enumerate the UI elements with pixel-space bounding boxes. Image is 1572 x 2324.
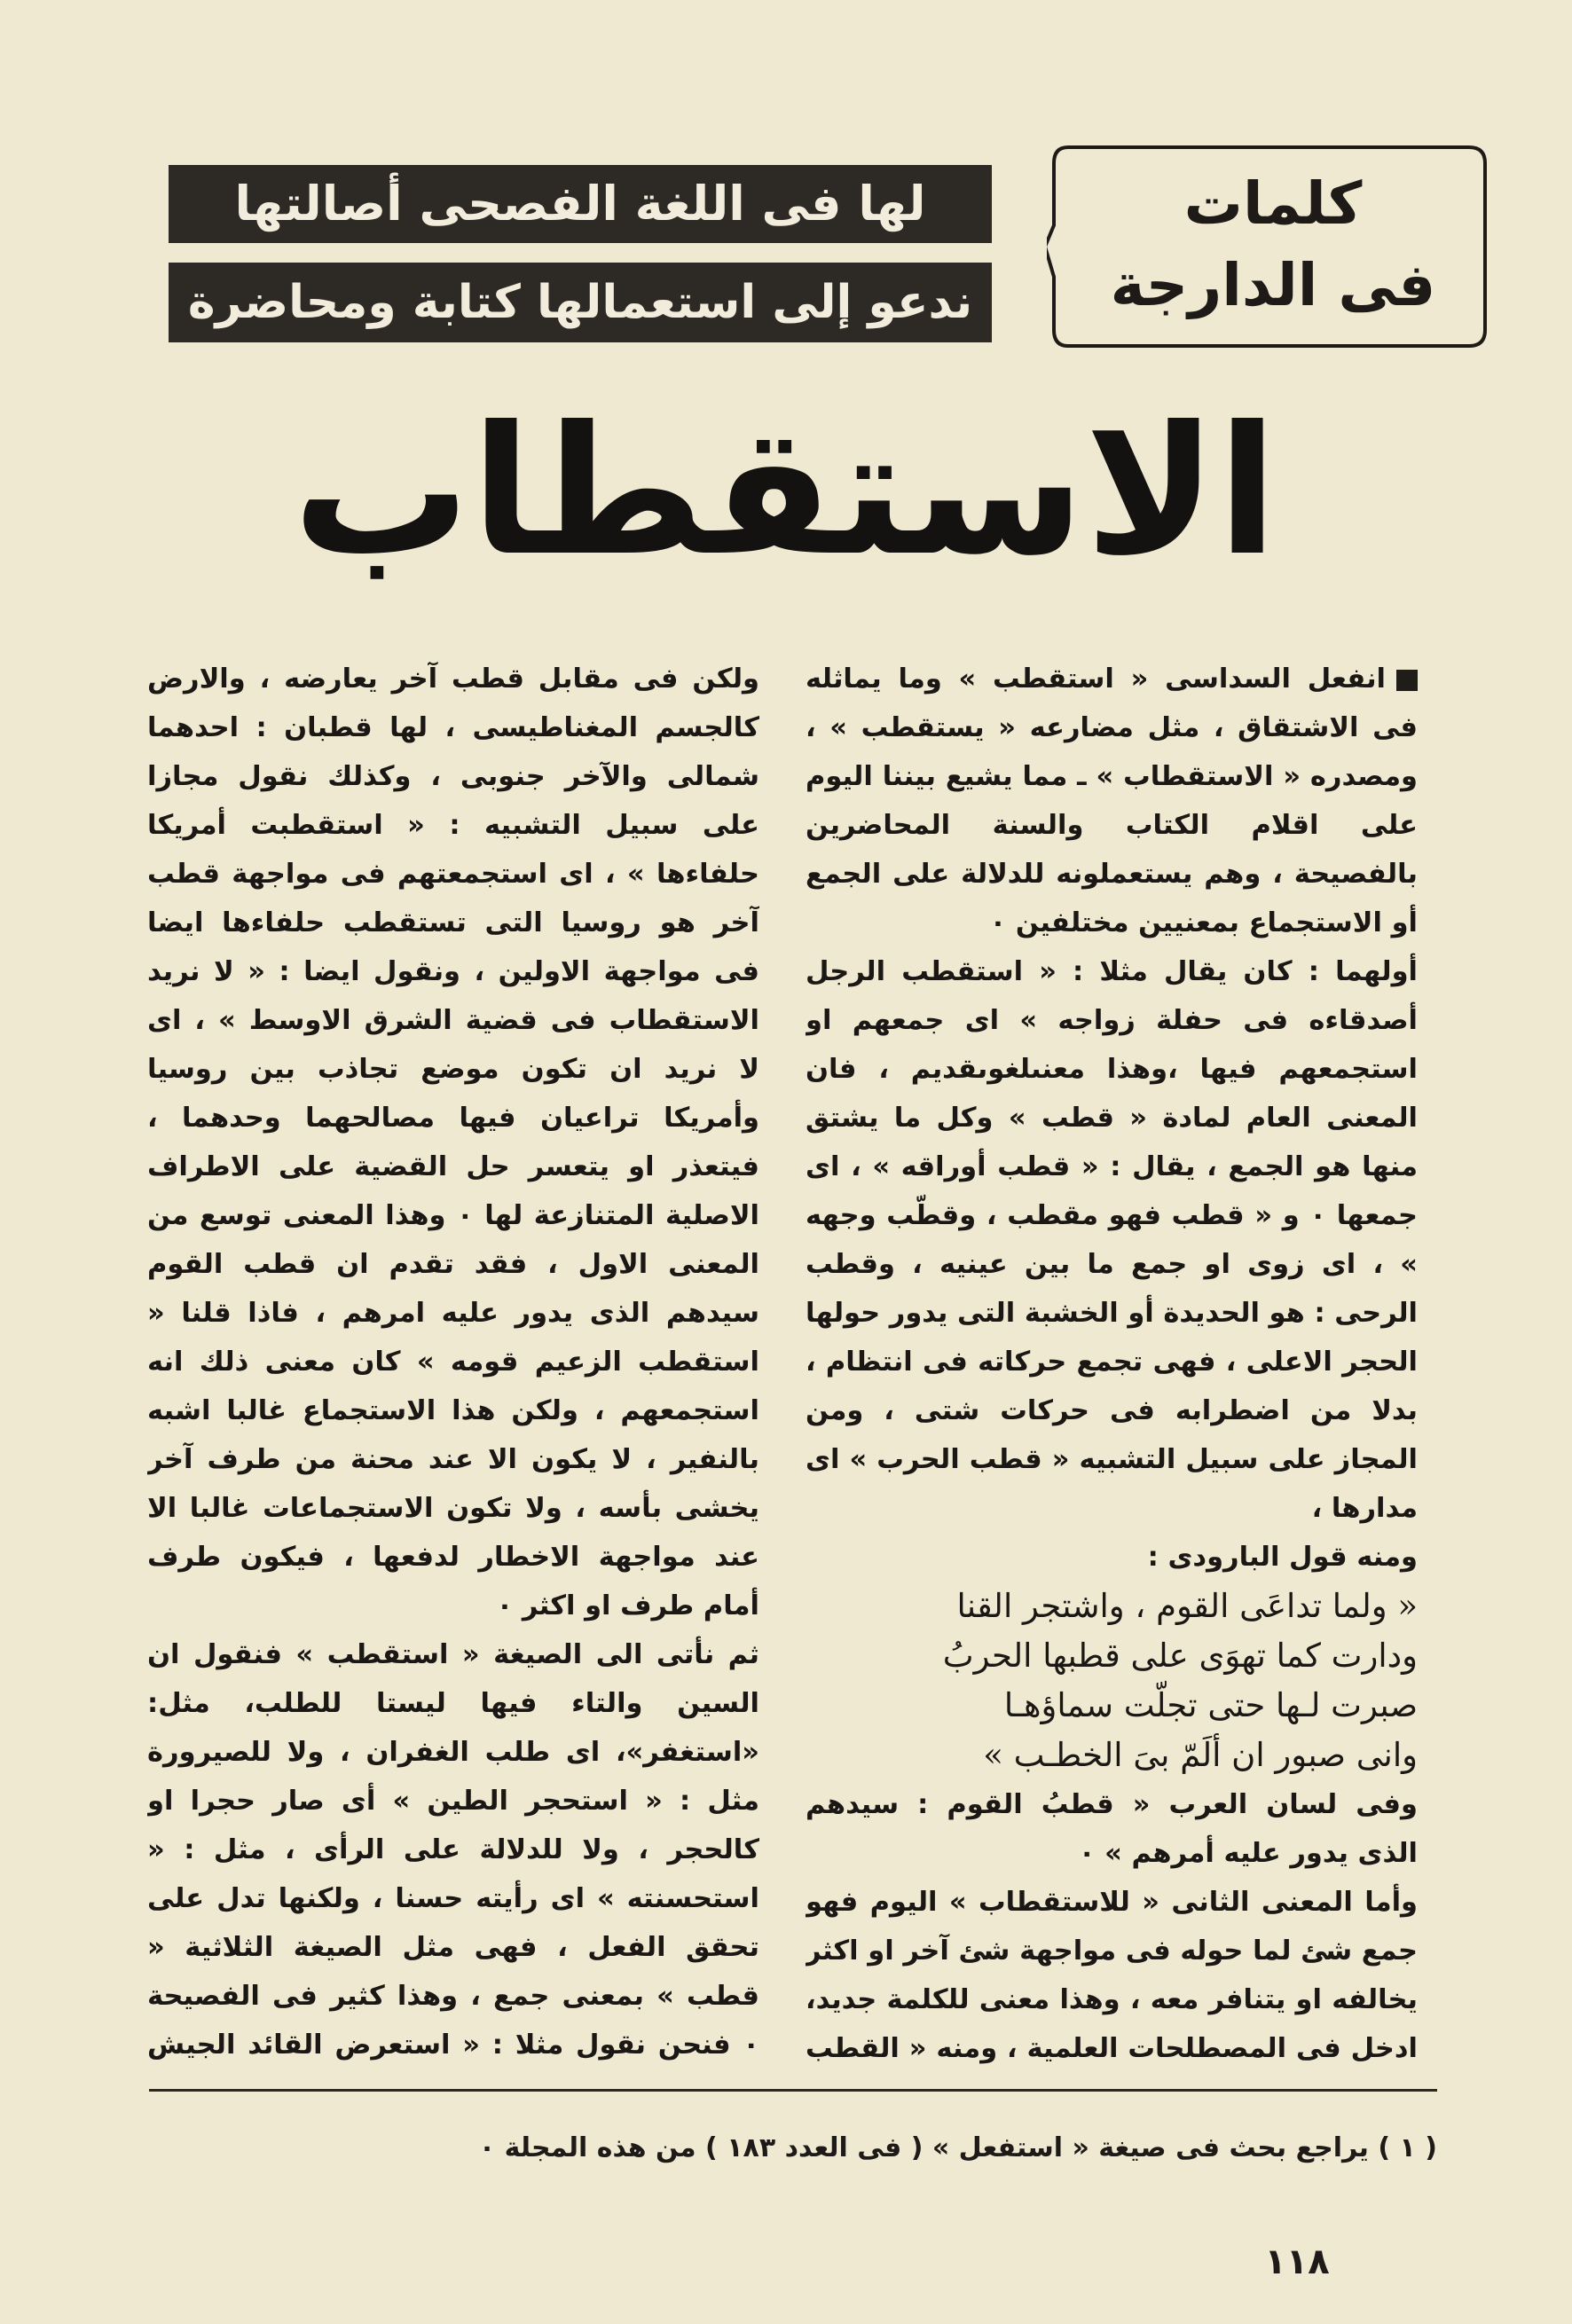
article-column-left <box>147 655 759 2072</box>
paragraph: وفى لسان العرب « قطبُ القوم : سيدهم الذى يدور عليه أمرهم » ٠ <box>806 1789 1418 1869</box>
poem-line: صبرت لـها حتى تجلّت سماؤهـا <box>1003 1686 1418 1724</box>
poem-line: ودارت كما تهوَى على قطبها الحربُ <box>942 1637 1418 1675</box>
paragraph <box>806 655 1418 947</box>
paragraph: أولهما : كان يقال مثلا : « استقطب الرجل أصدقاءه فى حفلة زواجه » اى جمعهم او استجمعهم فيها ،وهذا معنىلغوىقديم ، فان المعنى العام لمادة « قطب » وكل ما يشتق منها هو الجمع ، يقال : « قطب أوراقه » ، اى جمعها ٠ و « قطب فهو مقطب ، وقطّب وجهه » ، اى زوى او جمع ما بين عينيه ، وقطب الرحى : هو الحديدة أو الخشبة التى يدور حولها الحجر الاعلى ، فهى تجمع حركاته فى انتظام ، بدلا من اضطرابه فى حركات شتى ، ومن المجاز على سبيل التشبيه « قطب الحرب » اى مدارها ، <box>806 956 1418 1524</box>
page-number: ١١٨ <box>1264 2242 1330 2282</box>
bullet-square-icon <box>1396 670 1418 691</box>
paragraph <box>147 1630 759 2072</box>
stamp-line-1: كلمات <box>1183 169 1363 238</box>
paragraph: ومنه قول البارودى : <box>1147 1542 1418 1573</box>
footnote: ( ١ ) يراجع بحث فى صيغة « استفعل » ( فى العدد ١٨٣ ) من هذه المجلة ٠ <box>478 2132 1437 2163</box>
poem-line: وانى صبور ان ألَمّ بىَ الخطـب » <box>983 1736 1418 1774</box>
paragraph-text: ثم نأتى الى الصيغة « استقطب » فنقول ان السين والتاء فيها ليستا للطلب، مثل: «استغفر»، اى طلب الغفران ، ولا للصيرورة مثل : « استحجر الطين » أى صار حجرا او كالحجر ، ولا للدلالة على الرأى ، مثل : « استحسنته » اى رأيته حسنا ، ولكنها تدل على تحقق الفعل ، فهى مثل الصيغة الثلاثية « قطب » بمعنى جمع ، وهذا كثير فى الفصيحة ٠ فنحن نقول مثلا : « استعرض القائد الجيش <box>147 1639 759 2061</box>
paragraph: وأما المعنى الثانى « للاستقطاب » اليوم فهو جمع شئ لما حوله فى مواجهة شئ آخر او اكثر يخالفه او يتنافر معه ، وهذا معنى للكلمة جديد، ادخل فى المصطلحات العلمية ، ومنه « القطب <box>806 1887 1418 2064</box>
stamp-line-2: فى الدارجة <box>1110 251 1436 319</box>
footnote-divider <box>149 2089 1437 2092</box>
poem-line: « ولما تداعَى القوم ، واشتجر القنا <box>956 1587 1418 1625</box>
paragraph-text: انفعل السداسى « استقطب » وما يماثله فى الاشتقاق ، مثل مضارعه « يستقطب » ، ومصدره « الاستقطاب » ـ مما يشيع بيننا اليوم على اقلام الكتاب والسنة المحاضرين بالفصيحة ، وهم يستعملونه للدلالة على الجمع أو الاستجماع بمعنيين مختلفين ٠ <box>806 663 1418 938</box>
section-stamp <box>1047 144 1490 349</box>
paragraph: ولكن فى مقابل قطب آخر يعارضه ، والارض كالجسم المغناطيسى ، لها قطبان : احدهما شمالى والآخر جنوبى ، وكذلك نقول مجازا على سبيل التشبيه : « استقطبت أمريكا حلفاءها » ، اى استجمعتهم فى مواجهة قطب آخر هو روسيا التى تستقطب حلفاءها ايضا فى مواجهة الاولين ، ونقول ايضا : « لا نريد الاستقطاب فى قضية الشرق الاوسط » ، اى لا نريد ان تكون موضع تجاذب بين روسيا وأمريكا تراعيان فيها مصالحهما وحدهما ، فيتعذر او يتعسر حل القضية على الاطراف الاصلية المتنازعة لها ٠ وهذا المعنى توسع من المعنى الاول ، فقد تقدم ان قطب القوم سيدهم الذى يدور عليه امرهم ، فاذا قلنا « استقطب الزعيم قومه » كان معنى ذلك انه استجمعهم ، ولكن هذا الاستجماع غالبا اشبه بالنفير ، لا يكون الا عند محنة من طرف آخر يخشى بأسه ، ولا تكون الاستجماعات غالبا الا عند مواجهة الاخطار لدفعها ، فيكون طرف أمام طرف او اكثر ٠ <box>147 663 759 1621</box>
stamp-text <box>1082 163 1464 332</box>
header-banner-top: لها فى اللغة الفصحى أصالتها <box>169 165 992 243</box>
article-title: الاستقطاب <box>292 389 1278 595</box>
header-banner-bottom: ندعو إلى استعمالها كتابة ومحاضرة <box>169 263 992 342</box>
article-column-right <box>806 655 1418 2072</box>
